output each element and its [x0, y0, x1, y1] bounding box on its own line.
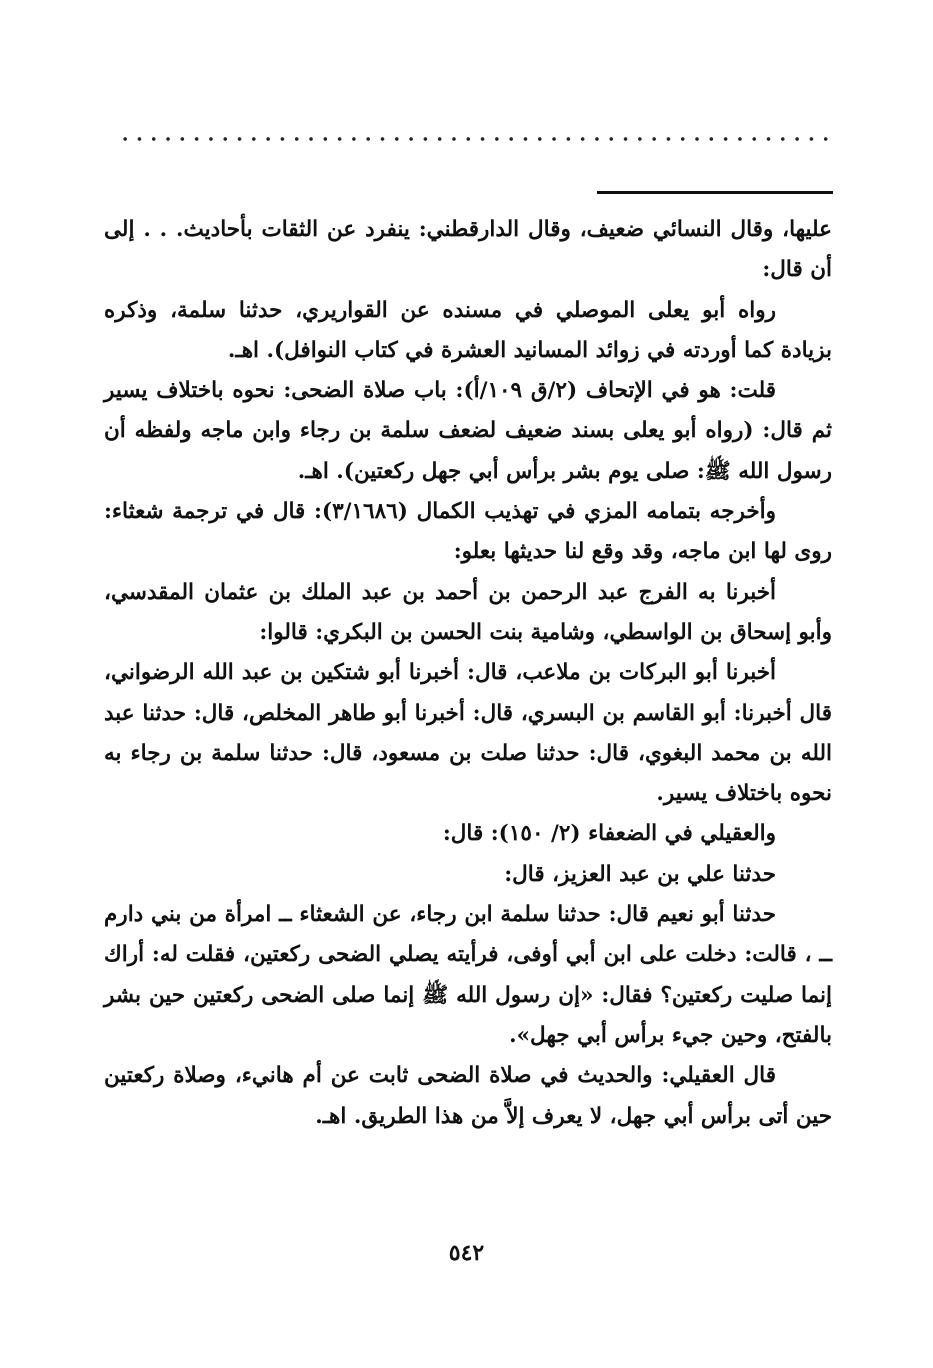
footnote-rule — [597, 191, 833, 194]
paragraph: أخبرنا به الفرج عبد الرحمن بن أحمد بن عبد الملك بن عثمان المقدسي، وأبو إسحاق بن الواسطي، وشامية بنت الحسن بن البكري: قالوا: — [104, 579, 832, 645]
paragraph: رواه أبو يعلى الموصلي في مسنده عن القواريري، حدثنا سلمة، وذكره بزيادة كما أوردته في زوائد المسانيد العشرة في كتاب النوافل). اهـ. — [104, 297, 832, 363]
paragraph: حدثنا علي بن عبد العزيز، قال: — [504, 861, 776, 887]
paragraph: والعقيلي في الضعفاء (٢/ ١٥٠): قال: — [442, 821, 776, 847]
paragraph: وأخرجه بتمامه المزي في تهذيب الكمال (٣/١٦٨٦): قال في ترجمة شعثاء: روى لها ابن ماجه، وقد وقع لنا حديثها بعلو: — [104, 499, 832, 565]
paragraph: قال العقيلي: والحديث في صلاة الضحى ثابت عن أم هانيء، وصلاة ركعتين حين أتى برأس أبي جهل، لا يعرف إلاَّ من هذا الطريق. اهـ. — [104, 1063, 832, 1129]
paragraph: قلت: هو في الإتحاف (٢/ق ١٠٩/أ): باب صلاة الضحى: نحوه باختلاف يسير ثم قال: (رواه أبو يعلى بسند ضعيف لضعف سلمة بن رجاء وابن ماجه ولفظه أن رسول الله ﷺ: صلى يوم بشر برأس أبي جهل ركعتين). اهـ. — [104, 378, 832, 484]
paragraph: حدثنا أبو نعيم قال: حدثنا سلمة ابن رجاء، عن الشعثاء ــ امرأة من بني دارم ــ ، قالت: دخلت على ابن أبي أوفى، فرأيته يصلي الضحى ركعتين، فقلت له: أراك إنما صليت ركعتين؟ فقال: «إن رسول الله ﷺ إنما صلى الضحى ركعتين حين بشر بالفتح، وحين جيء برأس أبي جهل». — [104, 902, 832, 1048]
paragraph: أخبرنا أبو البركات بن ملاعب، قال: أخبرنا أبو شتكين بن عبد الله الرضواني، قال أخبرنا: أبو القاسم بن البسري، قال: أخبرنا أبو طاهر المخلص، قال: حدثنا عبد الله بن محمد البغوي، قال: حدثنا صلت بن مسعود، قال: حدثنا سلمة بن رجاء به نحوه باختلاف يسير. — [104, 660, 832, 807]
footnote-text — [104, 210, 832, 1137]
dotted-separator — [118, 136, 830, 142]
page-number: ٥٤٢ — [448, 1240, 485, 1266]
paragraph: عليها، وقال النسائي ضعيف، وقال الدارقطني: ينفرد عن الثقات بأحاديث. . . إلى أن قال: — [104, 217, 832, 283]
